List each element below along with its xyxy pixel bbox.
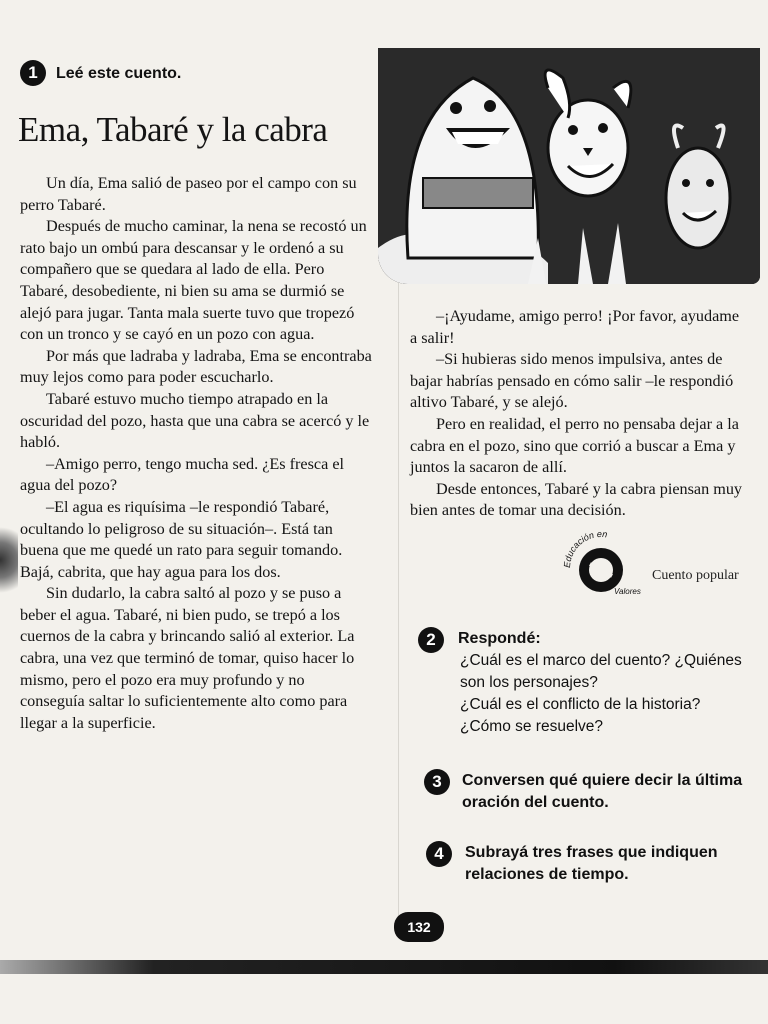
characters-illustration xyxy=(378,48,760,284)
story-paragraph: –El agua es riquísima –le respondió Tabaré, ocultando lo peligroso de su situación–. Está tan buena que me quedé un rato para seguir tomando. Bajá, cabrita, que hay agua para los dos. xyxy=(20,497,343,581)
story-source: Cuento popular xyxy=(652,568,739,583)
activity-number-2: 2 xyxy=(418,627,444,653)
story-illustration xyxy=(378,48,760,284)
activity-number-4: 4 xyxy=(426,841,452,867)
question-line: ¿Cuál es el marco del cuento? ¿Quiénes xyxy=(460,652,742,669)
story-title: Ema, Tabaré y la cabra xyxy=(18,110,328,149)
story-paragraph: Después de mucho caminar, la nena se recostó un rato bajo un ombú para descansar y le ordenó a su compañero que se quedara al lado de ella. Pero Tabaré, desobediente, ni bien su ama se durmió se alejó para jugar. Tanta mala suerte tuvo que tropezó con un tronco y se cayó en un pozo con agua. xyxy=(20,217,367,344)
activity-number-3: 3 xyxy=(424,769,450,795)
activity-2-questions xyxy=(460,650,760,738)
bottom-border xyxy=(0,960,768,974)
story-right-column xyxy=(410,306,750,522)
story-paragraph: –Amigo perro, tengo mucha sed. ¿Es fresca el agua del pozo? xyxy=(20,454,345,495)
activity-2-title: Respondé: xyxy=(458,630,541,647)
activity-line: Subrayá tres frases que indiquen xyxy=(465,844,718,861)
activity-number-1: 1 xyxy=(20,60,46,86)
story-paragraph: Pero en realidad, el perro no pensaba dejar a la cabra en el pozo, sino que corrió a buscar a Ema y juntos la sacaron de allí. xyxy=(410,414,739,477)
activity-line: oración del cuento. xyxy=(462,794,609,811)
activity-1-instruction: Leé este cuento. xyxy=(56,65,182,82)
question-line: ¿Cuál es el conflicto de la historia? xyxy=(460,696,701,713)
story-paragraph: Sin dudarlo, la cabra saltó al pozo y se puso a beber el agua. Tabaré, ni bien pudo, se trepó a los cuernos de la cabra y brincando salió al exterior. La cabra, una vez que terminó de tomar, quiso hacer lo mismo, pero el pozo era muy profundo y no conseguía saltar lo suficientemente alto como para llegar a la superficie. xyxy=(20,584,355,732)
page-number: 132 xyxy=(394,912,444,942)
activity-3-text xyxy=(462,770,762,814)
story-paragraph: –Si hubieras sido menos impulsiva, antes de bajar habrías pensado en cómo salir –le respondió altivo Tabaré, y se alejó. xyxy=(410,350,734,412)
badge-text-values: Valores xyxy=(614,587,641,596)
activity-4-text xyxy=(465,842,765,886)
question-line: ¿Cómo se resuelve? xyxy=(460,718,604,735)
story-paragraph: Desde entonces, Tabaré y la cabra piensan muy bien antes de tomar una decisión. xyxy=(410,479,743,520)
story-left-column xyxy=(20,173,372,734)
story-paragraph: –¡Ayudame, amigo perro! ¡Por favor, ayudame a salir! xyxy=(410,307,740,347)
story-paragraph: Por más que ladraba y ladraba, Ema se encontraba muy lejos como para poder escucharlo. xyxy=(20,346,372,387)
education-values-icon xyxy=(560,528,642,598)
activity-line: relaciones de tiempo. xyxy=(465,866,629,883)
question-line: son los personajes? xyxy=(460,674,598,691)
activity-line: Conversen qué quiere decir la última xyxy=(462,772,743,789)
badge-text: Educación en xyxy=(561,528,608,569)
story-paragraph: Un día, Ema salió de paseo por el campo con su perro Tabaré. xyxy=(20,174,357,214)
page-edge-shadow xyxy=(0,520,18,600)
story-paragraph: Tabaré estuvo mucho tiempo atrapado en la oscuridad del pozo, hasta que una cabra se acercó y le habló. xyxy=(20,389,370,452)
